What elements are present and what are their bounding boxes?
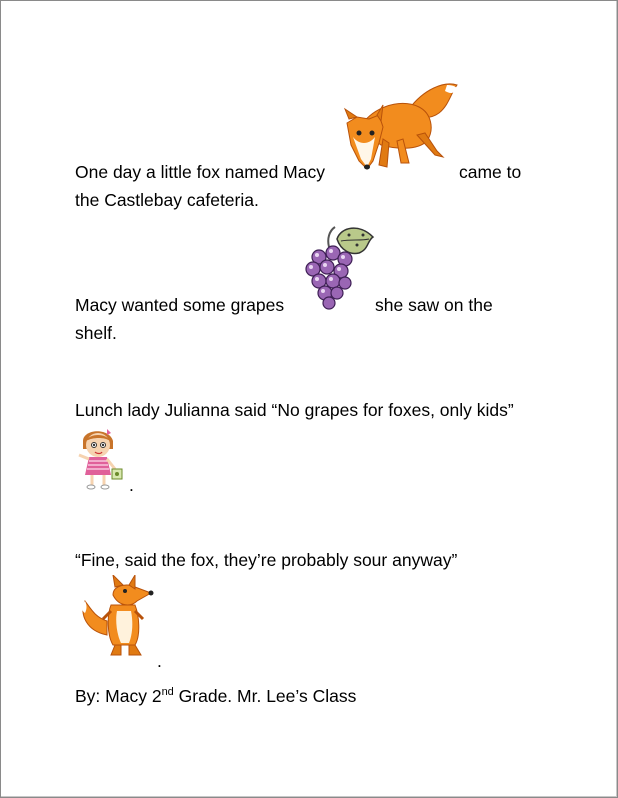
fox-standing-icon bbox=[77, 575, 161, 661]
story-line-1a: One day a little fox named Macy bbox=[75, 162, 325, 182]
story-line-5: Lunch lady Julianna said “No grapes for foxes, only kids” bbox=[75, 400, 514, 420]
story-line-3b: she saw on the bbox=[375, 295, 493, 315]
story-line-3a: Macy wanted some grapes bbox=[75, 295, 285, 315]
story-line-1b: came to bbox=[459, 162, 522, 182]
story-line-6: “Fine, said the fox, they’re probably sour anyway” bbox=[75, 550, 458, 570]
grapes-icon bbox=[301, 223, 377, 311]
byline-suffix: Grade. Mr. Lee’s Class bbox=[173, 686, 357, 706]
byline-ordinal: nd bbox=[161, 686, 174, 699]
story-line-4: shelf. bbox=[75, 323, 117, 343]
fox-crouching-icon bbox=[339, 79, 461, 177]
story-period-2: . bbox=[157, 651, 162, 671]
story-line-2: the Castlebay cafeteria. bbox=[75, 190, 259, 210]
story-period-1: . bbox=[129, 475, 134, 495]
byline bbox=[75, 682, 356, 710]
byline-prefix: By: Macy 2 bbox=[75, 686, 162, 706]
girl-icon bbox=[75, 425, 131, 491]
